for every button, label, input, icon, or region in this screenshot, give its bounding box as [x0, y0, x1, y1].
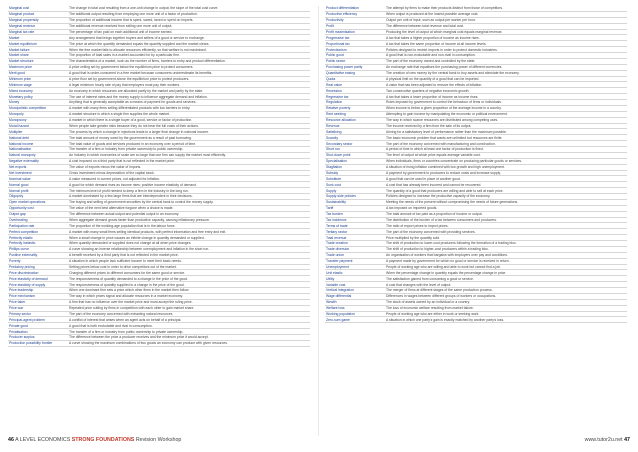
- glossary-term: Relative poverty: [325, 105, 385, 111]
- glossary-term: Sunk cost: [325, 182, 385, 188]
- glossary-term: Short run: [325, 147, 385, 153]
- glossary-definition: The basic economic problem that wants are unlimited but resources are finite.: [385, 135, 627, 141]
- glossary-term: Tariff: [325, 205, 385, 211]
- glossary-term: Tertiary sector: [325, 229, 385, 235]
- glossary-row: [325, 317, 627, 323]
- footer-right: [585, 437, 630, 443]
- glossary-definition: A market dominated by a few large firms that are interdependent in their decisions.: [68, 194, 310, 200]
- glossary-definition: A market structure in which a single firm supplies the whole market.: [68, 111, 310, 117]
- glossary-term: Public good: [325, 53, 385, 59]
- glossary-definition: A conflict of interest that arises when an agent acts on behalf of a principal.: [68, 317, 310, 323]
- glossary-term: Trade diversion: [325, 246, 385, 252]
- glossary-term: Welfare loss: [325, 305, 385, 311]
- glossary-term: Open market operations: [8, 199, 68, 205]
- glossary-term: Negative externality: [8, 158, 68, 164]
- glossary-definition: When one dominant firm sets a price which other firms in the market then follow.: [68, 288, 310, 294]
- website-link[interactable]: www.tutor2u.net: [584, 437, 623, 443]
- glossary-definition: Output per unit of input, such as output per worker per hour.: [385, 17, 627, 23]
- glossary-table-right: [325, 6, 627, 323]
- glossary-definition: The way in which scarce resources are distributed among competing uses.: [385, 117, 627, 123]
- glossary-definition: The satisfaction gained from consuming a good or service.: [385, 276, 627, 282]
- glossary-term: Production possibility frontier: [8, 340, 68, 346]
- glossary-definition: A good for which demand rises as income rises; positive income elasticity of demand.: [68, 182, 310, 188]
- series-suffix: Revision Workshop: [135, 437, 182, 443]
- glossary-term: Subsidy: [325, 170, 385, 176]
- glossary-definition: A tax that takes a lower proportion of income as income rises.: [385, 94, 627, 100]
- glossary-definition: A price ceiling set by government below the equilibrium price to protect consumers.: [68, 64, 310, 70]
- glossary-term: Monopolistic competition: [8, 105, 68, 111]
- glossary-definition: When output is produced at the lowest possible average cost.: [385, 11, 627, 17]
- glossary-term: Public sector: [325, 58, 385, 64]
- glossary-definition: The attempt by firms to make their products distinct from those of competitors.: [385, 6, 627, 11]
- glossary-definition: A situation in which people lack sufficient income to meet their basic needs.: [68, 258, 310, 264]
- glossary-term: Normal good: [8, 182, 68, 188]
- glossary-definition: The proportion of the working-age population that is in the labour force.: [68, 223, 310, 229]
- glossary-definition: The minimum level of profit needed to keep a firm in the industry in the long run.: [68, 188, 310, 194]
- glossary-definition: The responsiveness of quantity supplied to a change in the price of the good.: [68, 282, 310, 288]
- glossary-term: Satisficing: [325, 129, 385, 135]
- glossary-term: Market: [8, 35, 68, 41]
- glossary-term: Regressive tax: [325, 94, 385, 100]
- glossary-term: National income: [8, 141, 68, 147]
- glossary-definition: A market with many small firms selling identical products, with perfect information and free entry and exit.: [68, 229, 310, 235]
- glossary-definition: Rules imposed by government to control the behaviour of firms or individuals.: [385, 100, 627, 106]
- glossary-term: Sustainability: [325, 199, 385, 205]
- glossary-term: Terms of trade: [325, 223, 385, 229]
- glossary-definition: When income is below a given proportion of the average income in a country.: [385, 105, 627, 111]
- glossary-definition: The value of the next best alternative forgone when a choice is made.: [68, 205, 310, 211]
- glossary-definition: When aggregate demand grows faster than productive capacity, causing inflationary pressure.: [68, 217, 310, 223]
- glossary-term: Market equilibrium: [8, 41, 68, 47]
- glossary-term: Shut-down point: [325, 152, 385, 158]
- glossary-term: Nominal value: [8, 176, 68, 182]
- glossary-term: Private good: [8, 323, 68, 329]
- glossary-term: Perfectly elastic: [8, 235, 68, 241]
- glossary-term: Minimum wage: [8, 82, 68, 88]
- glossary-term: Price elasticity of demand: [8, 276, 68, 282]
- glossary-definition: The difference between the price a producer receives and the minimum price it would accept.: [68, 335, 310, 341]
- glossary-term: Predatory pricing: [8, 264, 68, 270]
- glossary-definition: The shift of production to higher-cost producers within a trading bloc.: [385, 246, 627, 252]
- glossary-term: Mixed economy: [8, 88, 68, 94]
- glossary-term: Scarcity: [325, 135, 385, 141]
- glossary-term: Natural monopoly: [8, 152, 68, 158]
- glossary-definition: A cost imposed on a third party that is not reflected in the market price.: [68, 158, 310, 164]
- glossary-term: Multiplier: [8, 129, 68, 135]
- glossary-definition: The additional output resulting from employing one more unit of a factor of production.: [68, 11, 310, 17]
- glossary-definition: Charging different prices to different consumers for the same good or service.: [68, 270, 310, 276]
- glossary-term: Participation rate: [8, 223, 68, 229]
- glossary-term: National debt: [8, 135, 68, 141]
- glossary-term: Supply: [325, 188, 385, 194]
- glossary-definition: The ratio of export prices to import prices.: [385, 223, 627, 229]
- glossary-table-left: [8, 6, 310, 347]
- glossary-definition: Aiming for a satisfactory level of performance rather than the maximum possible.: [385, 129, 627, 135]
- glossary-term: Market share: [8, 53, 68, 59]
- glossary-definition: The use of interest rates and the money supply to influence aggregate demand and inflation.: [68, 94, 310, 100]
- glossary-definition: The income received by a firm from the sale of its output.: [385, 123, 627, 129]
- glossary-definition: Meeting the needs of the present without compromising the needs of future generations.: [385, 199, 627, 205]
- glossary-definition: A legal minimum hourly rate of pay that employers must pay their workers.: [68, 82, 310, 88]
- glossary-definition: A cost that changes with the level of output.: [385, 282, 627, 288]
- glossary-definition: The way in which prices signal and allocate resources in a market economy.: [68, 293, 310, 299]
- glossary-term: Trade union: [325, 252, 385, 258]
- glossary-definition: The difference between actual output and potential output in an economy.: [68, 211, 310, 217]
- glossary-term: Market structure: [8, 58, 68, 64]
- glossary-definition: A market in which there is a single buyer of a good, service or factor of production.: [68, 117, 310, 123]
- glossary-term: Specialisation: [325, 158, 385, 164]
- glossary-term: Moral hazard: [8, 123, 68, 129]
- glossary-term: Productivity: [325, 17, 385, 23]
- glossary-term: Profit maximisation: [325, 29, 385, 35]
- glossary-term: Supply-side policies: [325, 194, 385, 200]
- glossary-definition: A benefit received by a third party that is not reflected in the market price.: [68, 252, 310, 258]
- glossary-definition: A market with many firms selling differentiated products with low barriers to entry.: [68, 105, 310, 111]
- glossary-definition: A situation in which one party's gain is exactly matched by another party's loss.: [385, 317, 627, 323]
- glossary-definition: The difference between total revenue and total cost.: [385, 23, 627, 29]
- glossary-definition: An organisation of workers that bargains with employers over pay and conditions.: [385, 252, 627, 258]
- glossary-definition: A situation of rising inflation combined with low growth and high unemployment.: [385, 164, 627, 170]
- glossary-term: Marginal product: [8, 11, 68, 17]
- glossary-term: Productive efficiency: [325, 11, 385, 17]
- glossary-term: Product differentiation: [325, 6, 385, 11]
- glossary-definition: When quantity demanded or supplied does not change at all when price changes.: [68, 241, 310, 247]
- glossary-definition: When people take greater risks because they do not bear the full costs of their actions.: [68, 123, 310, 129]
- glossary-definition: Policies designed to increase the productive capacity of the economy.: [385, 194, 627, 200]
- glossary-term: Monetary policy: [8, 94, 68, 100]
- glossary-definition: A tax that takes a higher proportion of income as income rises.: [385, 35, 627, 41]
- glossary-term: Marginal cost: [8, 6, 68, 11]
- glossary-term: Recession: [325, 88, 385, 94]
- glossary-term: Net investment: [8, 170, 68, 176]
- glossary-definition: A payment made by government for which no good or service is received in return.: [385, 258, 627, 264]
- glossary-term: Normal profit: [8, 188, 68, 194]
- glossary-definition: The part of the economy concerned with extracting natural resources.: [68, 311, 310, 317]
- glossary-definition: The total amount of tax paid as a proportion of income or output.: [385, 211, 627, 217]
- glossary-definition: The part of the economy owned and controlled by the state.: [385, 58, 627, 64]
- glossary-left-column: [8, 6, 310, 347]
- glossary-term: Regulation: [325, 100, 385, 106]
- glossary-term: Money: [8, 100, 68, 106]
- glossary-term: Primary sector: [8, 311, 68, 317]
- glossary-definition: The percentage of tax paid on each additional unit of income earned.: [68, 29, 310, 35]
- glossary-definition: People of working age who are either in work or seeking work.: [385, 311, 627, 317]
- glossary-term: Nationalisation: [8, 147, 68, 153]
- glossary-term: Price leadership: [8, 288, 68, 294]
- glossary-term: Maximum price: [8, 64, 68, 70]
- series-highlight: STRONG FOUNDATIONS: [71, 437, 135, 443]
- glossary-term: Marginal propensity: [8, 17, 68, 23]
- glossary-term: Overheating: [8, 217, 68, 223]
- glossary-definition: A good that is under-consumed in a free market because consumers underestimate its benefits.: [68, 70, 310, 76]
- glossary-term: Purchasing power parity: [325, 64, 385, 70]
- glossary-term: Rent seeking: [325, 111, 385, 117]
- glossary-definition: The distribution of the burden of a tax between consumers and producers.: [385, 217, 627, 223]
- glossary-rows-left: [8, 6, 310, 346]
- glossary-definition: A curve showing the maximum combinations of two goods an economy can produce with given resources.: [68, 340, 310, 346]
- glossary-term: Principal-agent problem: [8, 317, 68, 323]
- glossary-definition: The part of the economy concerned with providing services.: [385, 229, 627, 235]
- glossary-definition: A price floor set by government above the equilibrium price to protect producers.: [68, 76, 310, 82]
- right-page-number: 47: [624, 437, 630, 443]
- glossary-right-column: [325, 6, 627, 323]
- glossary-term: Zero-sum game: [325, 317, 385, 323]
- glossary-definition: Price multiplied by the quantity sold.: [385, 235, 627, 241]
- glossary-term: Profit: [325, 23, 385, 29]
- glossary-term: Real value: [325, 82, 385, 88]
- left-page-number: 46: [8, 437, 14, 443]
- glossary-definition: An economy in which resources are allocated partly by the market and partly by the state.: [68, 88, 310, 94]
- glossary-definition: Any arrangement that brings together buyers and sellers of a good or service to exchange.: [68, 35, 310, 41]
- glossary-definition: The proportion of total sales in a market accounted for by a particular firm.: [68, 53, 310, 59]
- glossary-definition: The proportion of additional income that is spent, saved, taxed or spent on imports.: [68, 17, 310, 23]
- glossary-definition: Setting prices below cost in order to drive competitors out of the market.: [68, 264, 310, 270]
- glossary-term: Monopsony: [8, 117, 68, 123]
- glossary-definition: The total amount of money owed by the government as a result of past borrowing.: [68, 135, 310, 141]
- glossary-definition: The change in total cost resulting from a one-unit change in output; the slope of the total cost curve.: [68, 6, 310, 11]
- glossary-term: Working population: [325, 311, 385, 317]
- glossary-term: Net exports: [8, 164, 68, 170]
- glossary-term: Total revenue: [325, 235, 385, 241]
- glossary-term: Trade creation: [325, 241, 385, 247]
- glossary-definition: The creation of new money by the central bank to buy assets and stimulate the economy.: [385, 70, 627, 76]
- glossary-term: Price elasticity of supply: [8, 282, 68, 288]
- glossary-term: Price taker: [8, 299, 68, 305]
- glossary-term: Producer surplus: [8, 335, 68, 341]
- glossary-definition: When the percentage change in quantity equals the percentage change in price.: [385, 270, 627, 276]
- glossary-term: Marginal tax rate: [8, 29, 68, 35]
- glossary-definition: A good that is both excludable and rival in consumption.: [68, 323, 310, 329]
- series-title: A LEVEL ECONOMICS: [15, 437, 71, 443]
- glossary-term: Merit good: [8, 70, 68, 76]
- glossary-definition: A period of time in which at least one factor of production is fixed.: [385, 147, 627, 153]
- glossary-definition: Differences in wages between different groups of workers or occupations.: [385, 293, 627, 299]
- glossary-definition: The shift of production to lower-cost producers following the formation of a trading bloc.: [385, 241, 627, 247]
- glossary-term: Output gap: [8, 211, 68, 217]
- glossary-definition: When a small change in price causes an infinite change in quantity demanded or supplied.: [68, 235, 310, 241]
- glossary-definition: Gross investment minus depreciation of the capital stock.: [68, 170, 310, 176]
- glossary-definition: A value that has been adjusted to remove the effects of inflation.: [385, 82, 627, 88]
- glossary-term: Phillips curve: [8, 246, 68, 252]
- glossary-definition: An industry in which economies of scale are so large that one firm can supply the market most efficiently.: [68, 152, 310, 158]
- glossary-definition: The additional revenue received from selling one more unit of output.: [68, 23, 310, 29]
- glossary-definition: Attempting to gain income by manipulating the economic or political environment.: [385, 111, 627, 117]
- glossary-term: Revenue: [325, 123, 385, 129]
- glossary-term: Perfect competition: [8, 229, 68, 235]
- glossary-term: Wage differential: [325, 293, 385, 299]
- glossary-definition: People of working age who are willing and able to work but cannot find a job.: [385, 264, 627, 270]
- glossary-definition: The transfer of a firm or industry from private ownership to public ownership.: [68, 147, 310, 153]
- glossary-definition: The level of output at which price equals average variable cost.: [385, 152, 627, 158]
- glossary-term: Price mechanism: [8, 293, 68, 299]
- glossary-term: Substitute: [325, 176, 385, 182]
- glossary-definition: The transfer of a firm or industry from public ownership to private ownership.: [68, 329, 310, 335]
- glossary-term: Quota: [325, 76, 385, 82]
- glossary-term: Stagflation: [325, 164, 385, 170]
- glossary-definition: An exchange rate that equalises the purchasing power of different currencies.: [385, 64, 627, 70]
- glossary-definition: The quantity of a good that producers are willing and able to sell at each price.: [385, 188, 627, 194]
- glossary-definition: A good that is non-excludable and non-rival in consumption.: [385, 53, 627, 59]
- page-gutter: [318, 6, 319, 436]
- glossary-definition: A tax imposed on imported goods.: [385, 205, 627, 211]
- glossary-term: Privatisation: [8, 329, 68, 335]
- glossary-definition: The total value of goods and services produced in an economy over a period of time.: [68, 141, 310, 147]
- glossary-definition: A physical limit on the quantity of a good that can be imported.: [385, 76, 627, 82]
- glossary-definition: The price at which the quantity demanded equals the quantity supplied and the market clears.: [68, 41, 310, 47]
- glossary-term: Unit elastic: [325, 270, 385, 276]
- glossary-definition: The value of exports minus the value of imports.: [68, 164, 310, 170]
- glossary-term: Tax incidence: [325, 217, 385, 223]
- glossary-definition: A value measured in current prices, not adjusted for inflation.: [68, 176, 310, 182]
- glossary-definition: The stock of assets owned by an individual or a country.: [385, 299, 627, 305]
- glossary-term: Positive externality: [8, 252, 68, 258]
- glossary-term: Marginal revenue: [8, 23, 68, 29]
- glossary-definition: The merger of firms at different stages of the same production process.: [385, 288, 627, 294]
- glossary-definition: The process by which a change in injections leads to a larger final change in national income.: [68, 129, 310, 135]
- glossary-definition: Repeated price cutting by firms in competition with each other to gain market share.: [68, 305, 310, 311]
- glossary-definition: Producing the level of output at which marginal cost equals marginal revenue.: [385, 29, 627, 35]
- glossary-definition: The part of the economy concerned with manufacturing and construction.: [385, 141, 627, 147]
- glossary-term: Protectionism: [325, 47, 385, 53]
- glossary-definition: A payment by government to producers to reduce costs and increase supply.: [385, 170, 627, 176]
- glossary-definition: When the free market fails to allocate resources efficiently, so that welfare is not maximised.: [68, 47, 310, 53]
- glossary-definition: The responsiveness of quantity demanded to a change in the price of the good.: [68, 276, 310, 282]
- glossary-term: Oligopoly: [8, 194, 68, 200]
- glossary-term: Vertical integration: [325, 288, 385, 294]
- glossary-definition: Policies designed to restrict imports in order to protect domestic industries.: [385, 47, 627, 53]
- glossary-term: Monopoly: [8, 111, 68, 117]
- glossary-term: Unemployment: [325, 264, 385, 270]
- glossary-definition: A curve showing an inverse relationship between unemployment and inflation in the short run.: [68, 246, 310, 252]
- glossary-definition: Anything that is generally acceptable as a means of payment for goods and services.: [68, 100, 310, 106]
- glossary-term: Utility: [325, 276, 385, 282]
- glossary-definition: A firm that has no influence over the market price and must accept the ruling price.: [68, 299, 310, 305]
- glossary-term: Transfer payment: [325, 258, 385, 264]
- glossary-term: Price discrimination: [8, 270, 68, 276]
- glossary-term: Secondary sector: [325, 141, 385, 147]
- glossary-definition: A tax that takes the same proportion of income at all income levels.: [385, 41, 627, 47]
- glossary-definition: The buying and selling of government securities by the central bank to control the money supply.: [68, 199, 310, 205]
- glossary-term: Resource allocation: [325, 117, 385, 123]
- glossary-term: Wealth: [325, 299, 385, 305]
- glossary-row: [8, 340, 310, 346]
- glossary-term: Poverty: [8, 258, 68, 264]
- glossary-term: Market failure: [8, 47, 68, 53]
- glossary-rows-right: [325, 6, 627, 323]
- glossary-term: Opportunity cost: [8, 205, 68, 211]
- glossary-definition: A cost that has already been incurred and cannot be recovered.: [385, 182, 627, 188]
- glossary-term: Quantitative easing: [325, 70, 385, 76]
- glossary-definition: When individuals, firms or countries concentrate on producing particular goods or services.: [385, 158, 627, 164]
- glossary-definition: Two consecutive quarters of negative economic growth.: [385, 88, 627, 94]
- footer-left: [8, 437, 181, 443]
- glossary-term: Minimum price: [8, 76, 68, 82]
- glossary-definition: A good that can be used in place of another good.: [385, 176, 627, 182]
- glossary-term: Variable cost: [325, 282, 385, 288]
- glossary-definition: The characteristics of a market, such as the number of firms, barriers to entry and product differentiation.: [68, 58, 310, 64]
- glossary-definition: The loss of economic welfare resulting from market failure.: [385, 305, 627, 311]
- glossary-term: Perfectly inelastic: [8, 241, 68, 247]
- glossary-term: Proportional tax: [325, 41, 385, 47]
- glossary-term: Price war: [8, 305, 68, 311]
- glossary-term: Tax burden: [325, 211, 385, 217]
- glossary-term: Progressive tax: [325, 35, 385, 41]
